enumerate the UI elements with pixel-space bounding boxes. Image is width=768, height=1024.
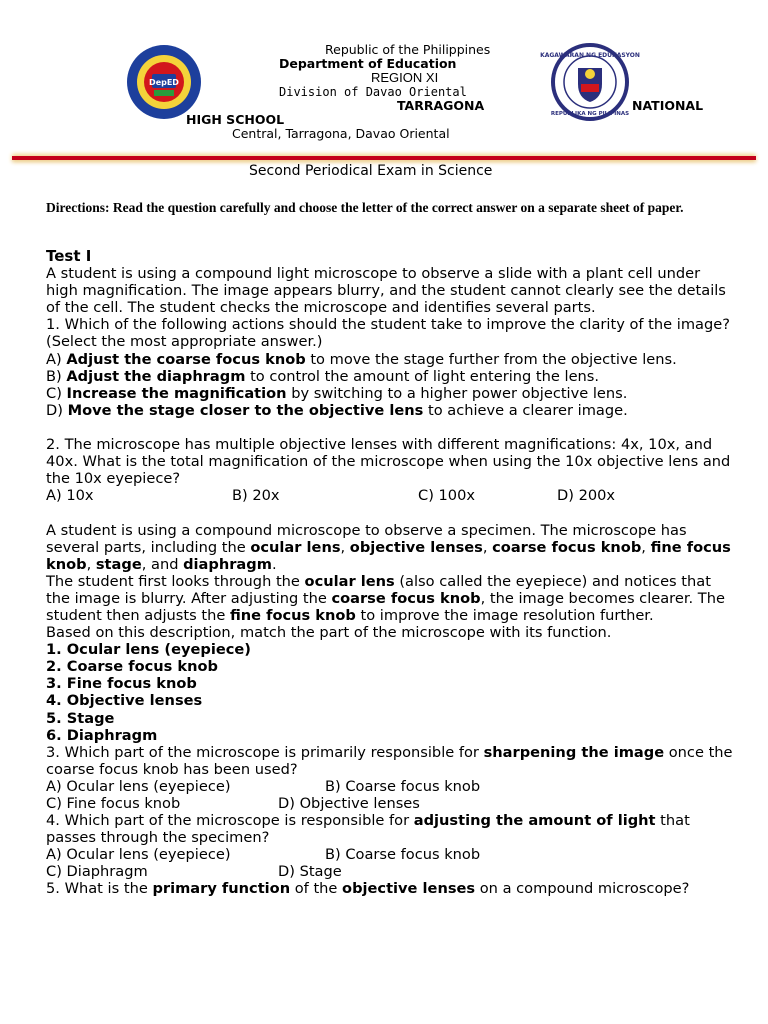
department-line: Department of Education <box>279 56 457 71</box>
scenario-1: A student is using a compound light microscope to observe a slide with a plant cell under high magnification. The image appears blurry, and the student cannot clearly see the details of the cell. The student checks the microscope and identifies several parts. <box>46 265 726 317</box>
header-divider <box>12 156 756 160</box>
part-item: 3. Fine focus knob <box>46 675 197 693</box>
part-item: 6. Diaphragm <box>46 726 158 744</box>
test-title: Test I <box>46 247 92 265</box>
q4-option-a: A) Ocular lens (eyepiece) <box>46 846 231 864</box>
q4-option-c: C) Diaphragm <box>46 863 148 881</box>
republic-line: Republic of the Philippines <box>325 42 491 57</box>
q1-option-c: C) Increase the magnification by switching to a higher power objective lens. <box>46 384 628 402</box>
q2-option-d: D) 200x <box>557 487 616 505</box>
q4-option-d: D) Stage <box>278 863 342 881</box>
q3-option-c: C) Fine focus knob <box>46 795 181 812</box>
q4-options-row-1 <box>46 846 736 863</box>
q1-option-d: D) Move the stage closer to the objective lens to achieve a clearer image. <box>46 401 628 419</box>
school-logo <box>126 44 202 120</box>
q4-option-b: B) Coarse focus knob <box>325 846 481 864</box>
q4-options-row-2 <box>46 863 736 880</box>
q3-options-row-2 <box>46 795 736 812</box>
seal-text-top: KAGAWARAN NG EDUKASYON <box>540 52 640 59</box>
q3-option-a: A) Ocular lens (eyepiece) <box>46 777 231 795</box>
q3-option-d: D) Objective lenses <box>278 795 420 812</box>
deped-seal-logo <box>540 44 640 120</box>
exam-title: Second Periodical Exam in Science <box>249 163 493 179</box>
q1-option-a: A) Adjust the coarse focus knob to move the stage further from the objective lens. <box>46 350 677 368</box>
directions: Directions: Read the question carefully and choose the letter of the correct answer on a separate sheet of paper. <box>46 200 684 215</box>
part-item: 5. Stage <box>46 709 115 727</box>
q2-option-c: C) 100x <box>418 487 476 505</box>
seal-text-bottom: REPUBLIKA NG PILIPINAS <box>550 111 630 117</box>
part-item: 4. Objective lenses <box>46 692 203 710</box>
school-name-part3: HIGH SCHOOL <box>186 112 285 127</box>
q2-option-a: A) 10x <box>46 487 94 505</box>
q2-option-b: B) 20x <box>232 487 280 505</box>
division-line: Division of Davao Oriental <box>279 85 467 99</box>
exam-content <box>46 248 736 898</box>
question-3-stem: 3. Which part of the microscope is primarily responsible for sharpening the image once the coarse focus knob has been used? <box>46 743 733 778</box>
part-item: 1. Ocular lens (eyepiece) <box>46 641 251 659</box>
region-line: REGION XI <box>371 70 439 85</box>
logo-badge-text: DepED <box>149 78 179 87</box>
scenario-2-instruction: Based on this description, match the part of the microscope with its function. <box>46 624 612 642</box>
q3-options-row-1 <box>46 778 736 795</box>
q1-option-b: B) Adjust the diaphragm to control the amount of light entering the lens. <box>46 367 600 385</box>
q2-options <box>46 487 736 504</box>
question-5-stem: 5. What is the primary function of the objective lenses on a compound microscope? <box>46 880 690 898</box>
scenario-2-detail: The student first looks through the ocular lens (also called the eyepiece) and notices that the image is blurry. After adjusting the coarse focus knob, the image becomes clearer. The student then adjusts the fine focus knob to improve the image resolution further. <box>46 572 725 624</box>
scenario-2-intro: A student is using a compound microscope to observe a specimen. The microscope has several parts, including the ocular lens, objective lenses, coarse focus knob, fine focus knob, stage, and diaphragm. <box>46 521 731 573</box>
school-name-part2: NATIONAL <box>632 98 704 113</box>
question-1-stem: 1. Which of the following actions should the student take to improve the clarity of the image? (Select the most appropriate answer.) <box>46 316 730 351</box>
question-2-stem: 2. The microscope has multiple objective lenses with different magnifications: 4x, 10x, and 40x. What is the total magnification of the microscope when using the 10x objective lens and the 10x eyepiece? <box>46 436 731 488</box>
address-line: Central, Tarragona, Davao Oriental <box>232 126 450 141</box>
school-name-part1: TARRAGONA <box>397 98 485 113</box>
question-4-stem: 4. Which part of the microscope is responsible for adjusting the amount of light that passes through the specimen? <box>46 812 690 847</box>
q3-option-b: B) Coarse focus knob <box>325 777 481 795</box>
part-item: 2. Coarse focus knob <box>46 658 218 676</box>
